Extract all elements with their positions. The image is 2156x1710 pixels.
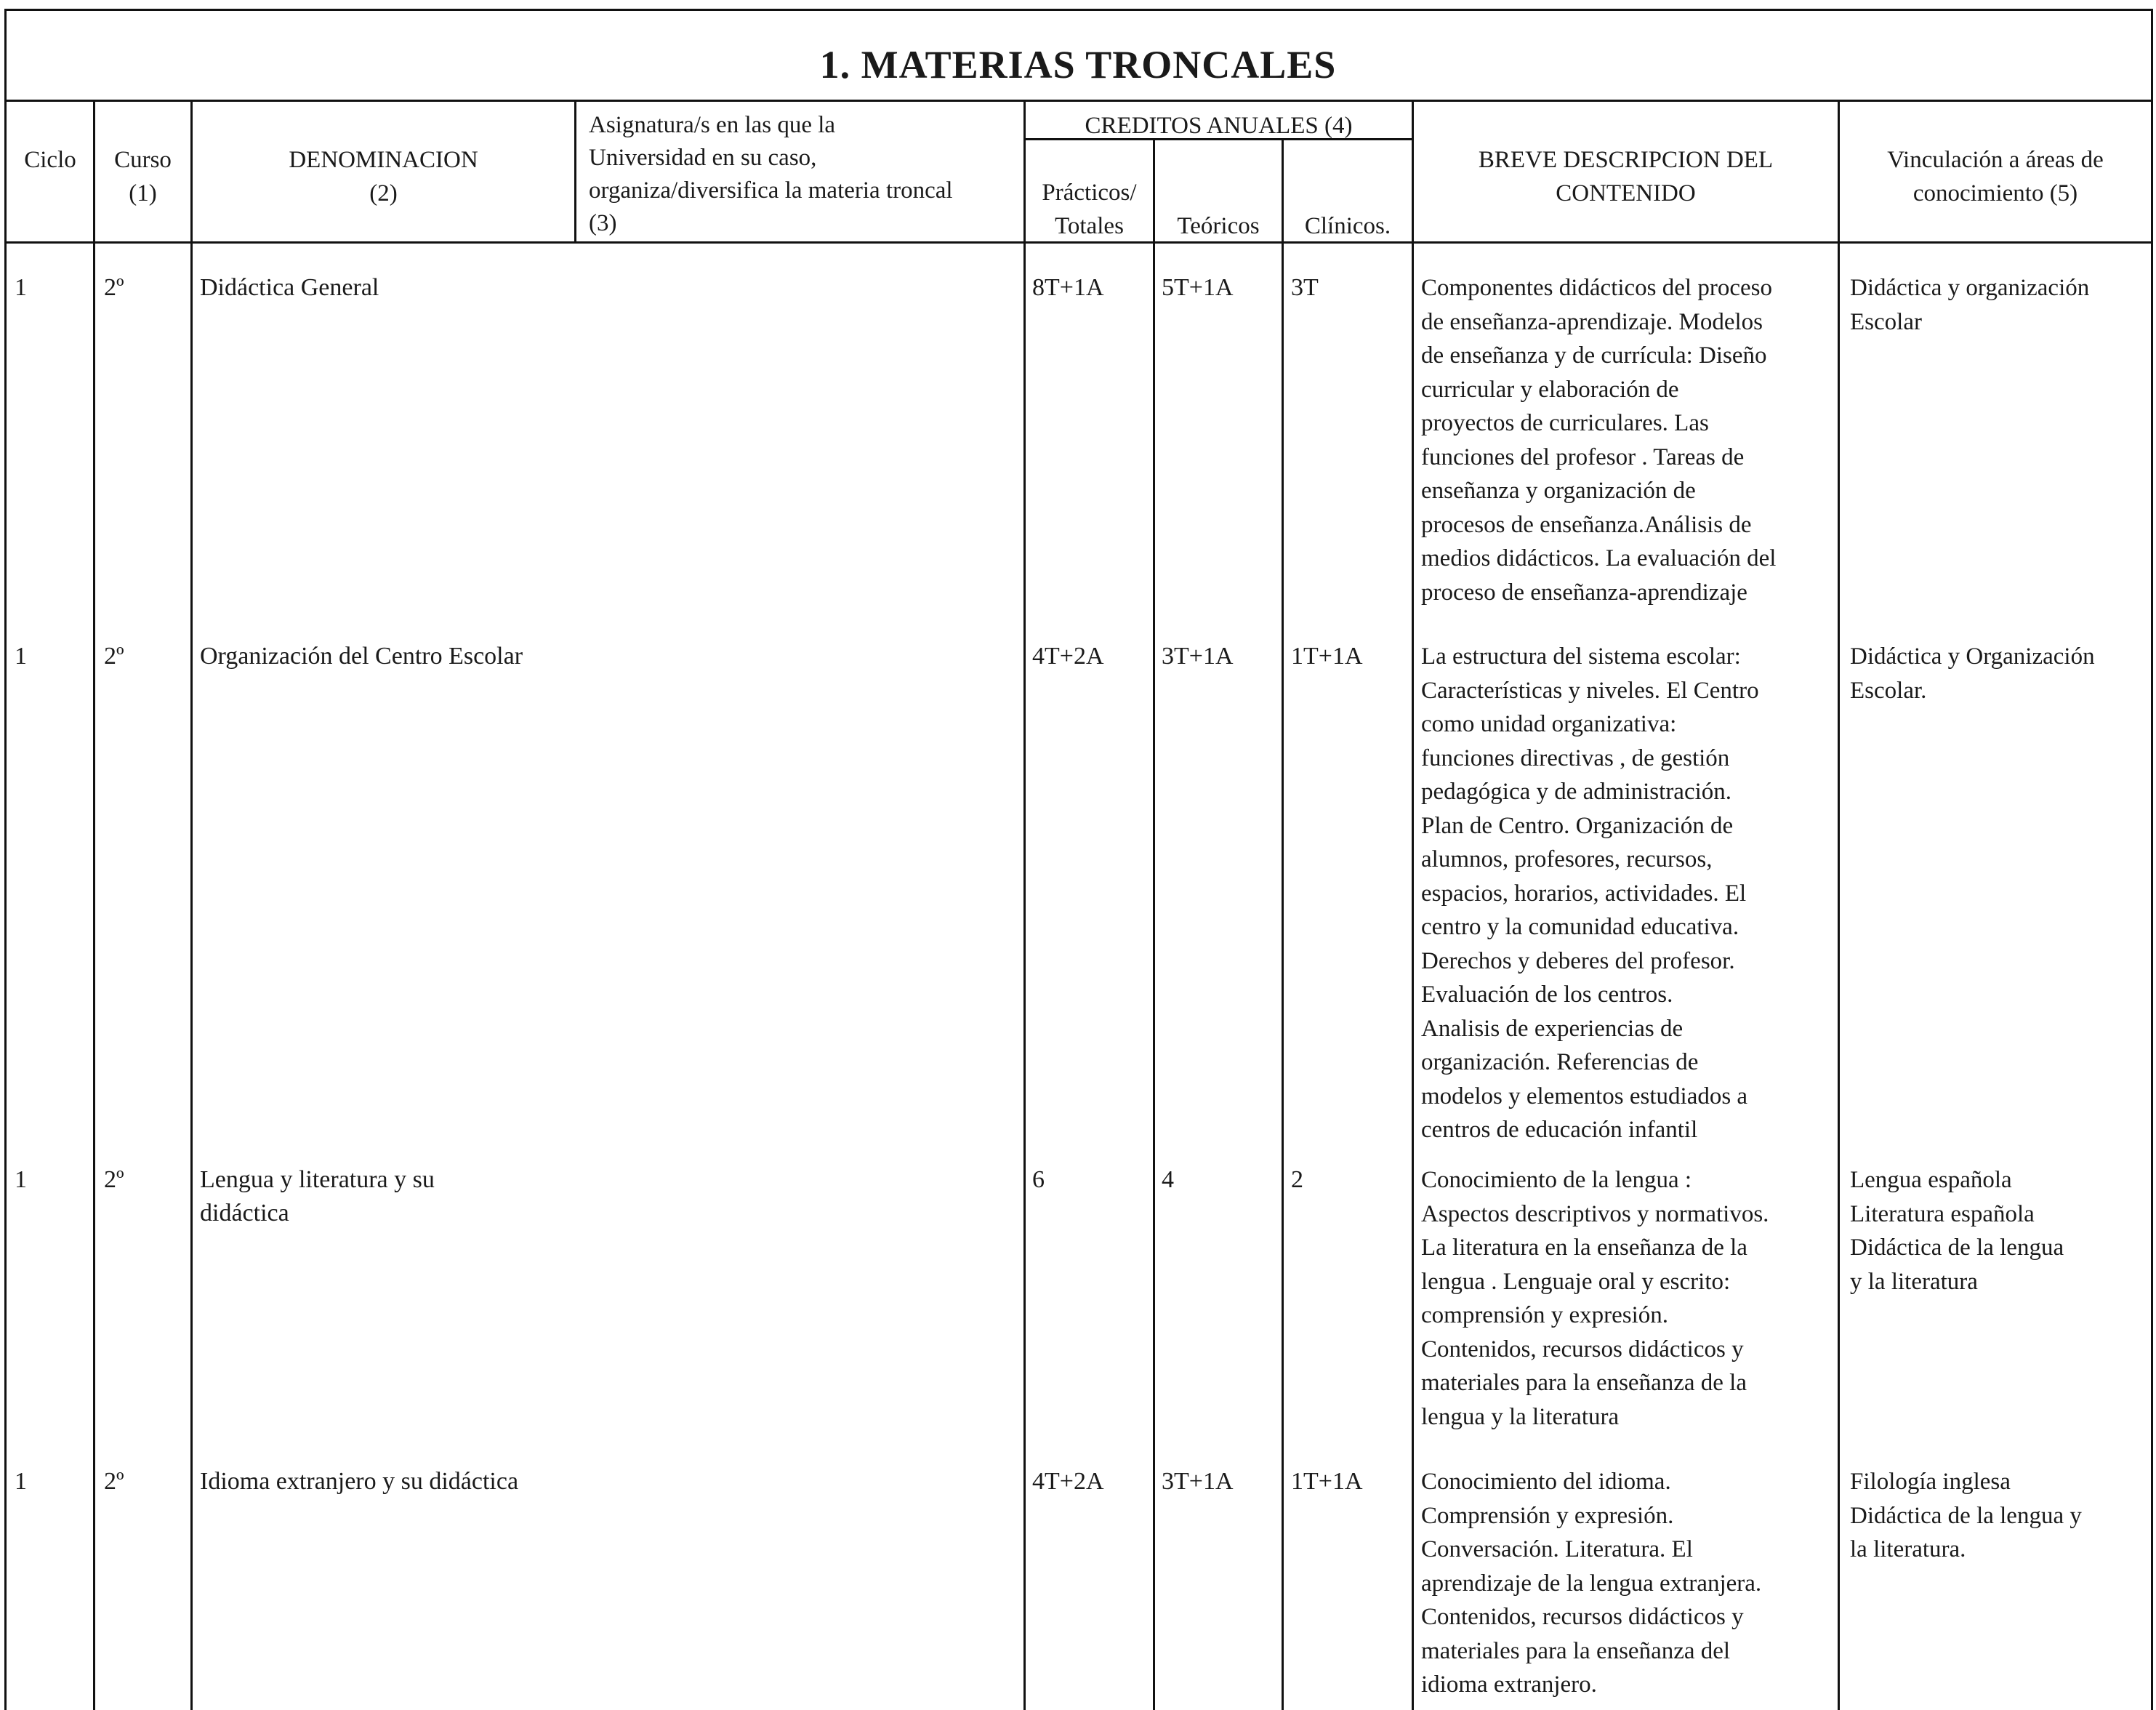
header-teoricos: Teóricos (1177, 213, 1260, 239)
cell-clinicos: 1T+1A (1291, 1468, 1363, 1495)
cell-teoricos: 3T+1A (1162, 643, 1234, 670)
header-denominacion-note: (2) (369, 180, 398, 206)
cell-denominacion: Organización del Centro Escolar (200, 643, 523, 670)
cell-practicos: 6 (1032, 1166, 1045, 1193)
cell-denominacion: Lengua y literatura y su didáctica (200, 1166, 435, 1227)
cell-vinculacion: Didáctica y organización Escolar (1850, 275, 2090, 335)
header-curso-note: (1) (129, 180, 157, 206)
col-divider-teoricos (1282, 140, 1284, 1710)
cell-ciclo: 1 (15, 643, 27, 670)
header-denominacion (193, 143, 574, 210)
col-divider-creditos (1412, 100, 1414, 1710)
cell-ciclo: 1 (15, 1468, 27, 1495)
cell-denominacion: Idioma extranjero y su didáctica (200, 1468, 519, 1495)
col-divider-descripcion (1838, 100, 1840, 1710)
col-divider-ciclo (93, 100, 95, 1710)
cell-curso: 2º (104, 643, 124, 670)
cell-descripcion: Componentes didácticos del proceso de enseñanza-aprendizaje. Modelos de enseñanza y de currícula: Diseño curricular y elaboración de proyectos de curriculares. Las funciones del profesor . Tareas de enseñanza y organización de procesos de enseñanza.Análisis de medios didácticos. La evaluación del proceso de enseñanza-aprendizaje (1421, 275, 1777, 606)
header-ciclo (7, 143, 93, 177)
title-bottom-border (4, 100, 2153, 102)
header-descripcion: BREVE DESCRIPCION DEL CONTENIDO (1478, 147, 1774, 206)
table-top-border (4, 9, 2153, 11)
cell-clinicos: 2 (1291, 1166, 1303, 1193)
table-right-border (2151, 9, 2153, 1710)
cell-practicos: 4T+2A (1032, 1468, 1104, 1495)
header-curso (95, 143, 190, 210)
cell-curso: 2º (104, 1166, 124, 1193)
col-divider-practicos (1153, 140, 1155, 1710)
cell-denominacion: Didáctica General (200, 274, 379, 301)
cell-teoricos: 4 (1162, 1166, 1174, 1193)
header-practicos: Prácticos/ Totales (1042, 180, 1137, 239)
cell-descripcion: Conocimiento de la lengua : Aspectos descriptivos y normativos. La literatura en la enseñanza de la lengua . Lenguaje oral y escrito: comprensión y expresión. Contenidos, recursos didácticos y materiales para la enseñanza de la lengua y la literatura (1421, 1167, 1769, 1430)
cell-clinicos: 1T+1A (1291, 643, 1363, 670)
header-vinculacion: Vinculación a áreas de conocimiento (5) (1887, 147, 2104, 206)
cell-teoricos: 3T+1A (1162, 1468, 1234, 1495)
cell-practicos: 8T+1A (1032, 274, 1104, 301)
page-title: 1. MATERIAS TRONCALES (819, 43, 1337, 87)
cell-vinculacion: Didáctica y Organización Escolar. (1850, 643, 2095, 704)
cell-teoricos: 5T+1A (1162, 274, 1234, 301)
header-curso-label: Curso (114, 147, 172, 173)
col-divider-curso (190, 100, 193, 1710)
cell-practicos: 4T+2A (1032, 643, 1104, 670)
header-ciclo-label: Ciclo (24, 147, 76, 173)
cell-vinculacion: Lengua española Literatura española Didáctica de la lengua y la literatura (1850, 1167, 2064, 1295)
cell-curso: 2º (104, 1468, 124, 1495)
col-divider-asignatura (1023, 100, 1026, 1710)
table-left-border (4, 9, 7, 1710)
cell-ciclo: 1 (15, 274, 27, 301)
cell-vinculacion: Filología inglesa Didáctica de la lengua y la literatura. (1850, 1469, 2082, 1562)
cell-descripcion: La estructura del sistema escolar: Características y niveles. El Centro como unidad organizativa: funciones directivas , de gestión pedagógica y de administración. Plan de Centro. Organización de alumnos, profesores, recursos, espacios, horarios, actividades. El centro y la comunidad educativa. Derechos y deberes del profesor. Evaluación de los centros. Analisis de experiencias de organización. Referencias de modelos y elementos estudiados a centros de educación infantil (1421, 643, 1759, 1143)
header-clinicos: Clínicos. (1304, 213, 1391, 239)
header-denominacion-label: DENOMINACION (289, 147, 478, 173)
header-asignatura: Asignatura/s en las que la Universidad en su caso, organiza/diversifica la materia troncal (3) (589, 112, 953, 236)
col-divider-denominacion (574, 100, 576, 244)
header-creditos: CREDITOS ANUALES (4) (1085, 113, 1353, 139)
cell-ciclo: 1 (15, 1166, 27, 1193)
cell-descripcion: Conocimiento del idioma. Comprensión y expresión. Conversación. Literatura. El aprendizaje de la lengua extranjera. Contenidos, recursos didácticos y materiales para la enseñanza del idioma extranjero. (1421, 1469, 1762, 1698)
cell-clinicos: 3T (1291, 274, 1319, 301)
cell-curso: 2º (104, 274, 124, 301)
